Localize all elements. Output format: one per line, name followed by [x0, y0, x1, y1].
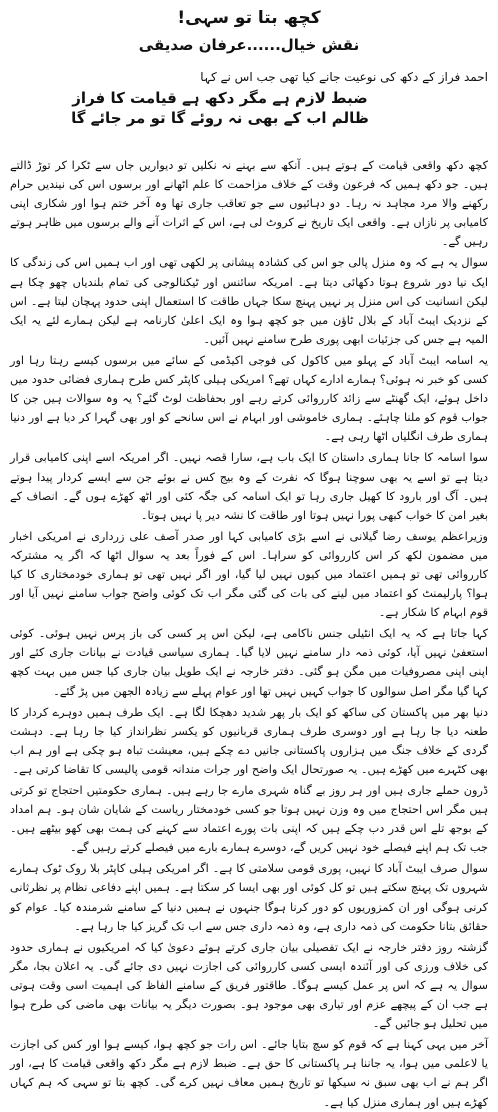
body-paragraph: کچھ دکھ واقعی قیامت کے ہوتے ہیں۔ آنکھ سے بہنے نہ نکلیں تو دیواریں جاں سے ٹکرا کر توڑ ڈالتے ہیں۔ جو دکھ ہمیں کہ فرعون وقت کے خلاف مزاحمت کا علم اٹھانے اور برسوں اس کی نیندیں حرام رکھنے والا مرد مجاہد نہ رہا۔ دو دہائیوں سے جو تعاقب جاری تھا وہ آخر ختم ہوا اور شکاری اپنی کامیابی پر نازاں ہے۔ واقعی ایک تاریخ نے کروٹ لی ہے، اس کے اثرات آنے والے برسوں میں ظاہر ہوتے رہیں گے۔ — [10, 159, 488, 249]
body-paragraph: آخر میں یہی کہنا ہے کہ قوم کو سچ بتایا جائے۔ اس رات جو کچھ ہوا، کیسے ہوا اور کس کی اجازت یا لاعلمی میں ہوا، یہ جاننا ہر پاکستانی کا حق ہے۔ ضبط لازم ہے مگر دکھ واقعی قیامت کا ہے، اور اگر ہم نے اب بھی سبق نہ سیکھا تو تاریخ ہمیں معاف نہیں کرے گی۔ کچھ بتا تو سہی کہ ہم کہاں کھڑے ہیں اور ہماری منزل کیا ہے۔ — [10, 1038, 488, 1109]
article-intro-line: احمد فراز کے دکھ کی نوعیت جانے کیا تھی جب اس نے کہا — [200, 70, 488, 84]
article-title: کچھ بتا تو سہی! — [177, 8, 321, 28]
body-paragraph: گزشتہ روز دفتر خارجہ نے ایک تفصیلی بیان جاری کرتے ہوئے دعویٰ کیا کہ امریکیوں نے ہماری حدود کی خلاف ورزی کی اور آئندہ ایسی کسی کارروائی کی اجازت نہیں دی جائے گی۔ یہ اعلان بجا، مگر سوال یہ ہے کہ اس پر عمل کیسے ہوگا۔ طاقتور فریق کے سامنے الفاظ کی اہمیت اسی وقت ہوتی ہے جب ان کے پیچھے عزم اور تیاری بھی موجود ہو۔ بصورت دیگر یہ بیانات بھی ماضی کی طرح ہوا میں تحلیل ہو جائیں گے۔ — [10, 940, 488, 1031]
body-paragraph: سوا اسامہ کا جانا ہماری داستان کا ایک باب ہے، سارا قصہ نہیں۔ اگر امریکہ اسے اپنی کامیابی قرار دیتا ہے تو اسے یہ بھی سوچنا ہوگا کہ نفرت کے وہ بیج کس نے بوئے جن سے ایسے کردار پیدا ہوتے ہیں۔ آگ اور بارود کا کھیل جاری رہا تو ایک اسامہ کی جگہ کئی اور اٹھ کھڑے ہوں گے۔ انصاف کے بغیر امن کا خواب کبھی پورا نہیں ہوتا اور طاقت کا نشہ دیر پا نہیں ہوتا۔ — [10, 451, 488, 522]
poetry-verse-line-2: ظالم اب کے بھی نہ روئے گا تو مر جائے گا — [71, 109, 369, 127]
body-paragraph: وزیراعظم یوسف رضا گیلانی نے اسے بڑی کامیابی کہا اور صدر آصف علی زرداری نے امریکی اخبار میں مضمون لکھ کر اس کارروائی کو سراہا۔ اس کے فوراً بعد یہ سوال اٹھا کہ اگر یہ مشترکہ کارروائی تھی تو ہمیں اعتماد میں کیوں نہیں لیا گیا، اور اگر نہیں تھی تو ہماری خودمختاری کا کیا ہوا؟ پارلیمنٹ کو اعتماد میں لینے کی بات کی گئی مگر اب تک کوئی واضح جواب سامنے نہیں آیا اور قوم ابہام کا شکار ہے۔ — [10, 529, 488, 620]
body-paragraph: یہ اسامہ ایبٹ آباد کے پہلو میں کاکول کی فوجی اکیڈمی کے سائے میں برسوں کیسے رہتا رہا اور کسی کو خبر نہ ہوئی؟ ہمارے ادارے کہاں تھے؟ امریکی ہیلی کاپٹر کس طرح ہماری فضائی حدود میں داخل ہوئے، ایک گھنٹے سے زائد کارروائی کرتے رہے اور بحفاظت لوٹ گئے؟ یہ وہ سوالات ہیں جن کا جواب قوم کو ملنا چاہئے۔ ہماری خاموشی اور ابہام نے اس سانحے کو اور بھی گہرا کر دیا ہے اور دنیا ہماری طرف انگلیاں اٹھا رہی ہے۔ — [10, 353, 488, 444]
body-paragraph: دنیا بھر میں پاکستان کی ساکھ کو ایک بار پھر شدید دھچکا لگا ہے۔ ایک طرف ہمیں دوہرے کردار کا طعنہ دیا جا رہا ہے اور دوسری طرف ہماری قربانیوں کو یکسر نظرانداز کیا جا رہا ہے۔ دہشت گردی کے خلاف جنگ میں ہزاروں پاکستانی جانیں دے چکے ہیں، معیشت تباہ ہو چکی ہے اور ہم اب بھی کٹہرے میں کھڑے ہیں۔ یہ صورتحال ایک واضح اور جرات مندانہ قومی پالیسی کا تقاضا کرتی ہے۔ — [10, 705, 488, 776]
article-body — [10, 156, 488, 1109]
body-paragraph: ڈرون حملے جاری ہیں اور ہر روز بے گناہ شہری مارے جا رہے ہیں۔ ہماری حکومتیں احتجاج تو کرتی ہیں مگر اس احتجاج میں وہ وزن نہیں ہوتا جو کسی خودمختار ریاست کے شایان شان ہو۔ ہم امداد کے بوجھ تلے اس قدر دب چکے ہیں کہ اپنی بات پورے اعتماد سے کہنے کی ہمت بھی کھو بیٹھے ہیں۔ جب تک ہم اپنے فیصلے خود نہیں کریں گے، دوسرے ہمارے بارے میں فیصلے کرتے رہیں گے۔ — [10, 784, 488, 855]
body-paragraph: سوال صرف ایبٹ آباد کا نہیں، پوری قومی سلامتی کا ہے۔ اگر امریکی ہیلی کاپٹر بلا روک ٹوک ہمارے شہروں تک پہنچ سکتے ہیں تو کل کوئی اور بھی ایسا کر سکتا ہے۔ ہمیں اپنے دفاعی نظام پر نظرثانی کرنی ہوگی اور ان کمزوریوں کو دور کرنا ہوگا جنہوں نے ہمیں دنیا کے سامنے شرمندہ کیا۔ عوام کو حقائق بتانا حکومت کی ذمہ داری ہے، وہ ذمہ داری جس سے اب تک گریز کیا جا رہا ہے۔ — [10, 862, 488, 933]
body-paragraph: کہا جاتا ہے کہ یہ ایک انٹیلی جنس ناکامی ہے، لیکن اس پر کسی کی باز پرس نہیں ہوئی۔ کوئی استعفیٰ نہیں آیا، کوئی ذمہ دار سامنے نہیں لایا گیا۔ ہماری سیاسی قیادت نے بیانات جاری کئے اور اپنی اپنی مصروفیات میں مگن ہو گئی۔ دفتر خارجہ نے ایک طویل بیان جاری کیا جس میں بہت کچھ کہا گیا مگر اصل سوالوں کا جواب کہیں نہیں تھا اور عوام پہلے سے زیادہ الجھن میں پڑ گئے۔ — [10, 627, 488, 698]
body-paragraph: سوال یہ ہے کہ وہ منزل پالی جو اس کی کشادہ پیشانی پر لکھی تھی اور اب ہمیں اس کی زندگی کا ایک نیا دور شروع ہوتا دکھائی دیتا ہے۔ امریکہ سائنس اور ٹیکنالوجی کی تمام بلندیاں چھو چکا ہے لیکن انسانیت کی اس منزل پر نہیں پہنچ سکا جہاں طاقت کا استعمال اپنی حدود پہچان لیتا ہے۔ اس کے نزدیک ایبٹ آباد کے بلال ٹاؤن میں جو کچھ ہوا وہ ایک اعلیٰ کارنامہ ہے لیکن ہمارے لئے یہ ایک المیہ ہے جس کی جزئیات ابھی پوری طرح سامنے نہیں آئیں۔ — [10, 256, 488, 346]
article-byline: نقش خیال......عرفان صدیقی — [138, 36, 360, 54]
poetry-verse-line-1: ضبط لازم ہے مگر دکھ ہے قیامت کا فراز — [72, 89, 368, 107]
